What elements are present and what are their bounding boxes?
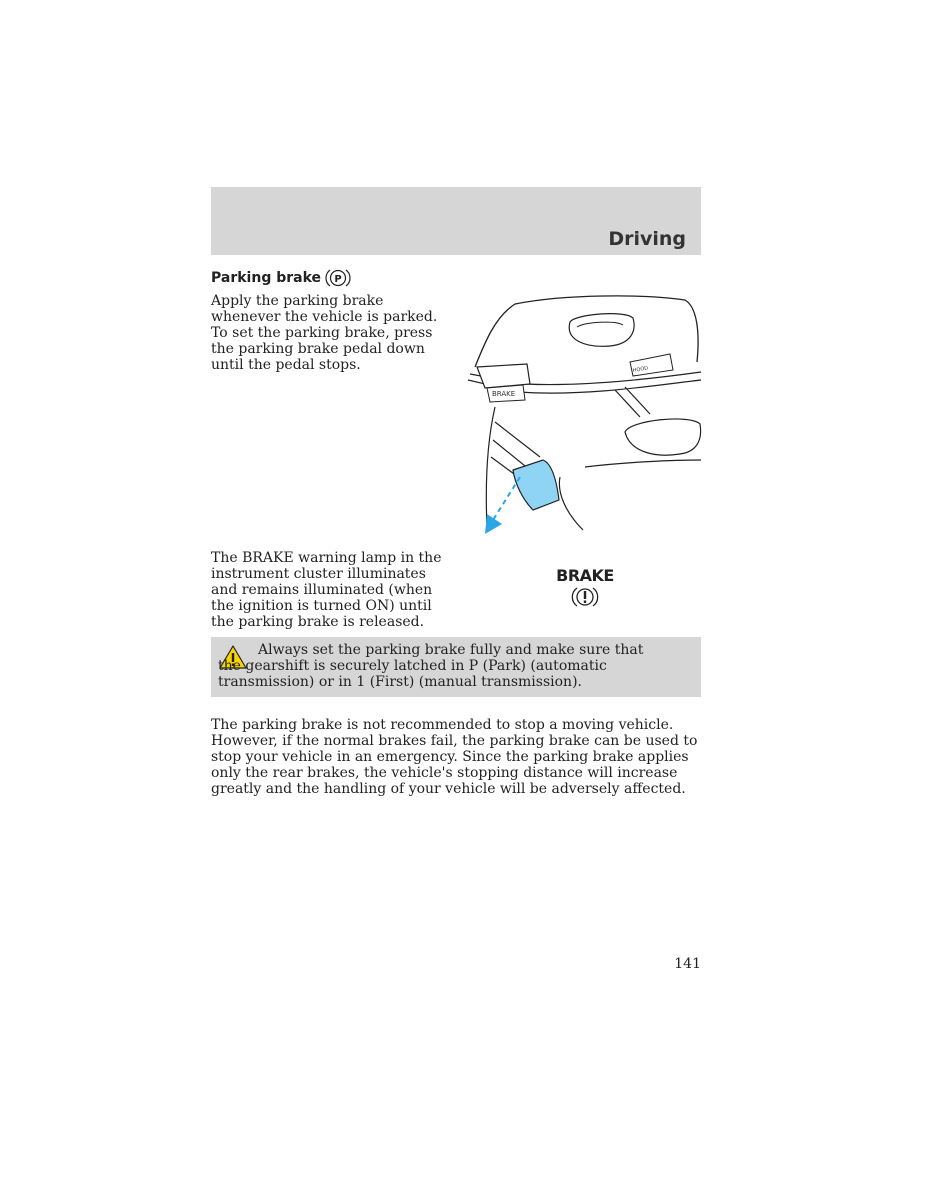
parking-brake-instructions: Apply the parking brake whenever the vehicle is parked. To set the parking brake, press the parking brake pedal down until the pedal stops.	[211, 293, 438, 373]
brake-warning-icon	[571, 586, 599, 608]
warning-lamp-description: The BRAKE warning lamp in the instrument cluster illuminates and remains illuminated (when the ignition is turned ON) until the parking brake is released.	[211, 550, 442, 630]
parking-brake-pedal-illustration	[465, 292, 703, 537]
brake-lamp-label: BRAKE	[556, 566, 614, 585]
hood-release-label: HOOD	[632, 365, 649, 374]
brake-warning-lamp	[555, 566, 615, 608]
page-number: 141	[674, 956, 701, 972]
section-header-band	[211, 187, 701, 255]
caution-box	[211, 637, 701, 697]
brake-release-label: BRAKE	[492, 390, 516, 398]
parking-brake-icon	[325, 268, 351, 288]
svg-text:P: P	[334, 274, 342, 285]
caution-text: Always set the parking brake fully and make sure that the gearshift is securely latched in P (Park) (automatic transmission) or in 1 (First) (manual transmission).	[218, 642, 644, 690]
parking-brake-heading-text: Parking brake	[211, 270, 322, 286]
parking-brake-heading	[211, 268, 351, 288]
section-title: Driving	[608, 228, 686, 250]
emergency-use-paragraph: The parking brake is not recommended to stop a moving vehicle. However, if the normal brakes fail, the parking brake can be used to stop your vehicle in an emergency. Since the parking brake applies only the rear brakes, the vehicle's stopping distance will increase greatly and the handling of your vehicle will be adversely affected.	[211, 717, 698, 797]
